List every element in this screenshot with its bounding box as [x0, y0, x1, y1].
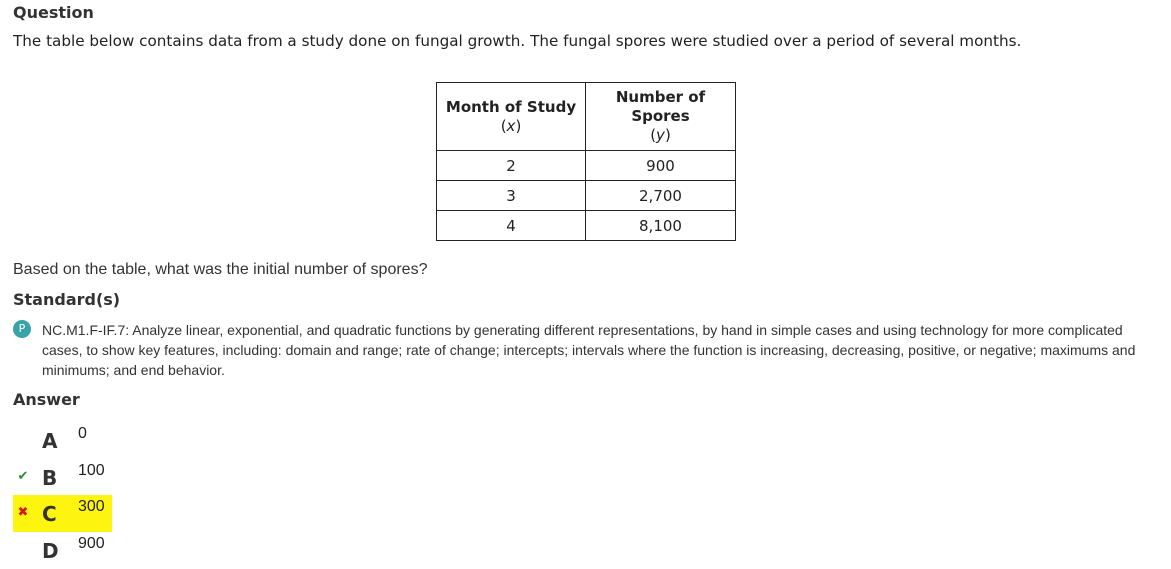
- table-cell-spores: 900: [586, 151, 736, 181]
- table-cell-month: 3: [437, 181, 586, 211]
- standard-badge-icon: P: [13, 320, 31, 338]
- question-text: The table below contains data from a study done on fungal growth. The fungal spores were studied over a period of several months.: [13, 32, 1022, 50]
- data-table: [436, 82, 736, 241]
- choice-value: 0: [78, 425, 87, 442]
- column-header-month: [437, 83, 586, 151]
- table-cell-spores: 2,700: [586, 181, 736, 211]
- table-cell-month: 2: [437, 151, 586, 181]
- choice-letter: B: [42, 466, 58, 490]
- column-header-label: Number of Spores: [615, 88, 706, 125]
- column-header-variable: (x): [500, 116, 522, 135]
- question-prompt: Based on the table, what was the initial number of spores?: [13, 261, 428, 278]
- answer-choice-b[interactable]: [13, 459, 112, 496]
- choice-value: 900: [78, 535, 105, 552]
- table-row: [437, 181, 736, 211]
- checkmark-icon: ✔: [17, 469, 29, 484]
- column-header-spores: [586, 83, 736, 151]
- table-cell-spores: 8,100: [586, 211, 736, 241]
- table-cell-month: 4: [437, 211, 586, 241]
- choice-letter: A: [42, 429, 58, 453]
- column-header-variable: (y): [650, 126, 671, 144]
- standards-heading: Standard(s): [13, 290, 121, 309]
- answer-choice-c[interactable]: [13, 495, 112, 532]
- question-heading: Question: [13, 3, 94, 22]
- table-row: [437, 151, 736, 181]
- choice-value: 300: [78, 498, 105, 515]
- table-header-row: [437, 83, 736, 151]
- answer-choice-d[interactable]: [13, 532, 112, 569]
- choice-letter: C: [42, 502, 57, 526]
- choice-value: 100: [78, 462, 105, 479]
- table-row: [437, 211, 736, 241]
- cross-icon: ✖: [17, 505, 29, 520]
- answer-heading: Answer: [13, 390, 80, 409]
- answer-choice-a[interactable]: [13, 422, 112, 459]
- column-header-label: Month of Study: [445, 97, 577, 116]
- choice-letter: D: [42, 539, 59, 563]
- standard-text: NC.M1.F-IF.7: Analyze linear, exponential, and quadratic functions by generating different representations, by hand in simple cases and using technology for more complicated cases, to show key features, including: domain and range; rate of change; intercepts; intervals where the function is increasing, decreasing, positive, or negative; maximums and minimums; and end behavior.: [42, 322, 1136, 378]
